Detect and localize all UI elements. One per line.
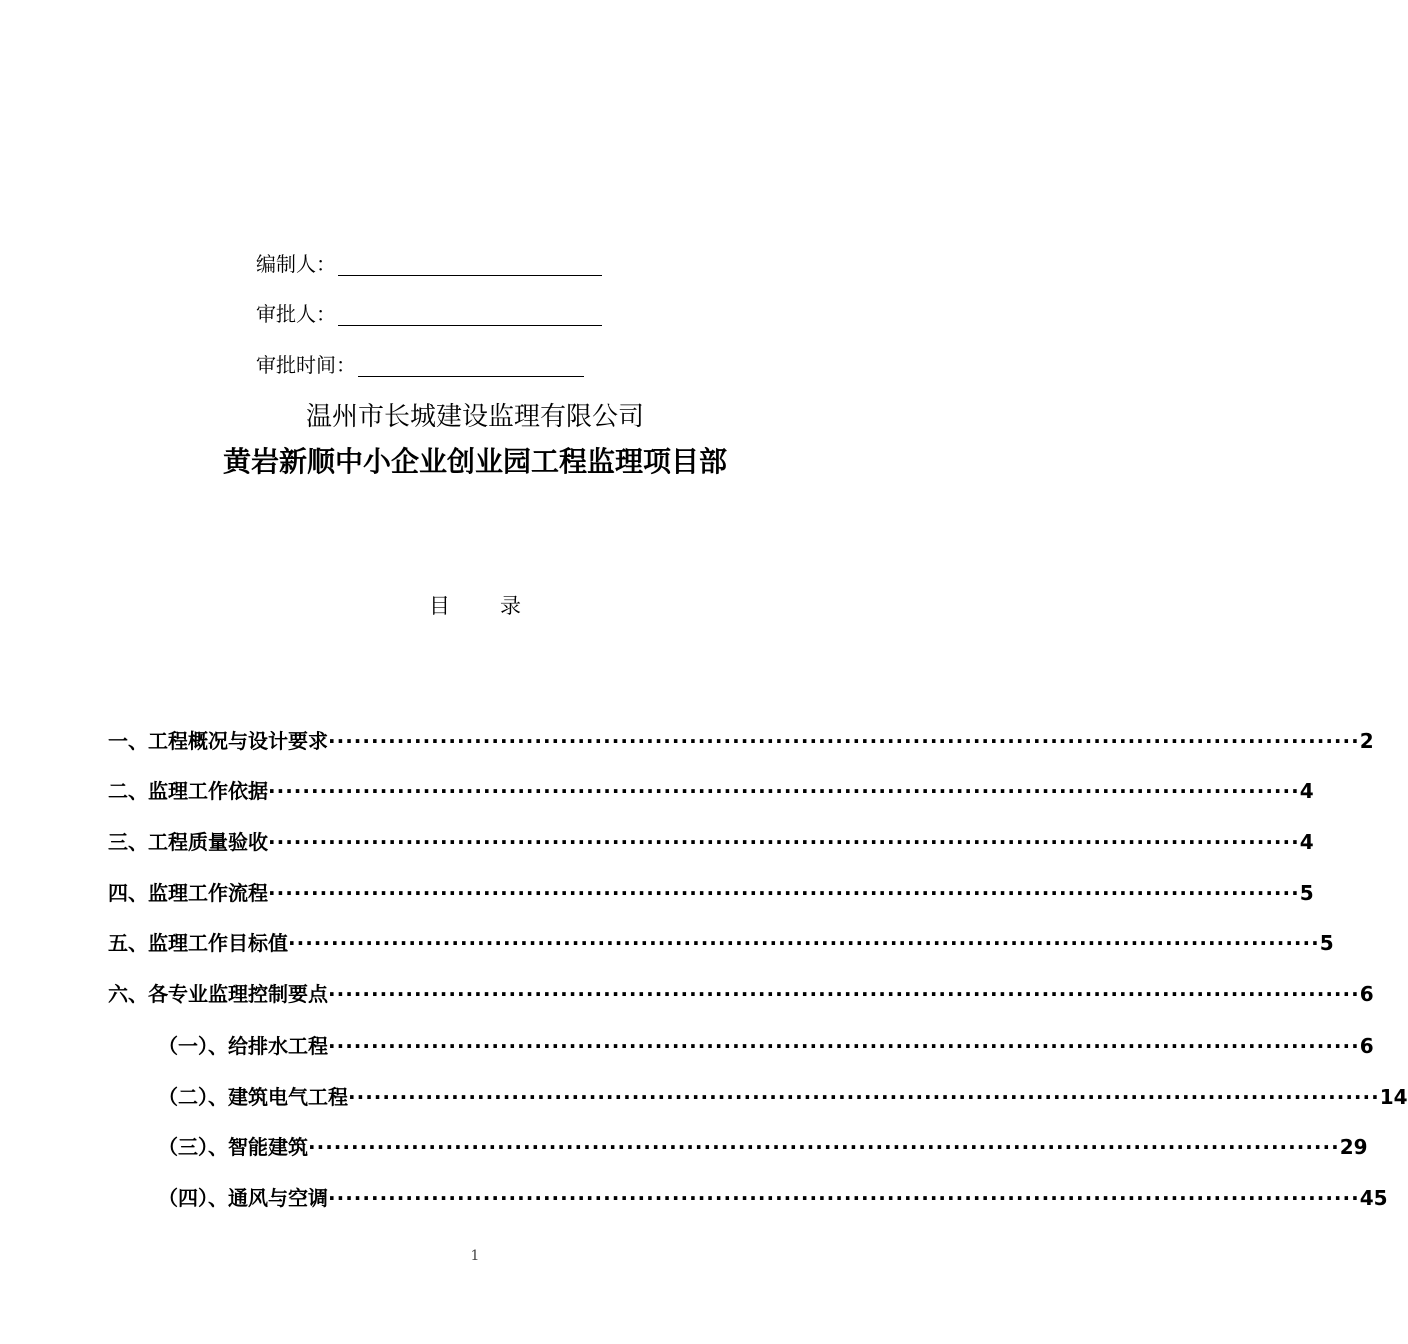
toc-entry-page: 5 bbox=[1299, 881, 1314, 905]
toc-leader-dots: ························································································································ bbox=[268, 881, 1300, 905]
toc-entry[interactable] bbox=[108, 880, 1314, 906]
compiler-row bbox=[256, 252, 602, 276]
toc-entry-label: 三、工程质量验收 bbox=[108, 830, 268, 854]
toc-entry-label: 五、监理工作目标值 bbox=[108, 931, 288, 955]
toc-entry-page: 4 bbox=[1299, 830, 1314, 854]
toc-entry[interactable] bbox=[158, 1185, 1388, 1211]
toc-leader-dots: ························································································································ bbox=[328, 729, 1360, 753]
toc-leader-dots: ························································································································ bbox=[348, 1085, 1380, 1109]
toc-entry[interactable] bbox=[108, 728, 1374, 754]
toc-entry-label: 一、工程概况与设计要求 bbox=[108, 729, 328, 753]
toc-entry-page: 4 bbox=[1299, 779, 1314, 803]
toc-title bbox=[0, 590, 950, 620]
toc-entry-page: 6 bbox=[1359, 1034, 1374, 1058]
toc-leader-dots: ························································································································ bbox=[308, 1135, 1340, 1159]
toc-title-char-2: 录 bbox=[500, 594, 521, 618]
toc-entry-page: 14 bbox=[1379, 1085, 1408, 1109]
toc-entry-label: 四、监理工作流程 bbox=[108, 881, 268, 905]
toc-leader-dots: ························································································································ bbox=[328, 982, 1360, 1006]
approver-signature-line bbox=[338, 305, 602, 326]
toc-entry[interactable] bbox=[108, 829, 1314, 855]
toc-entry[interactable] bbox=[158, 1033, 1374, 1059]
toc-entry[interactable] bbox=[108, 778, 1314, 804]
approval-time-label: 审批时间： bbox=[256, 353, 356, 377]
toc-leader-dots: ························································································································ bbox=[268, 830, 1300, 854]
toc-title-char-1: 目 bbox=[429, 594, 450, 618]
toc-entry[interactable] bbox=[108, 930, 1334, 956]
toc-entry-label: （二）、建筑电气工程 bbox=[158, 1085, 348, 1109]
approval-time-line bbox=[358, 356, 584, 377]
compiler-label: 编制人： bbox=[256, 252, 336, 276]
company-name: 温州市长城建设监理有限公司 bbox=[305, 402, 644, 432]
approver-row bbox=[256, 302, 602, 326]
toc-entry-page: 29 bbox=[1339, 1135, 1368, 1159]
toc-entry-page: 2 bbox=[1359, 729, 1374, 753]
toc-entry-label: （一）、给排水工程 bbox=[158, 1034, 328, 1058]
toc-entry-page: 5 bbox=[1319, 931, 1334, 955]
toc-entry-label: 二、监理工作依据 bbox=[108, 779, 268, 803]
toc-entry[interactable] bbox=[108, 981, 1374, 1007]
toc-entry-page: 45 bbox=[1359, 1186, 1388, 1210]
toc-entry-label: 六、各专业监理控制要点 bbox=[108, 982, 328, 1006]
toc-entry-page: 6 bbox=[1359, 982, 1374, 1006]
toc-leader-dots: ························································································································ bbox=[328, 1034, 1360, 1058]
toc-entry[interactable] bbox=[158, 1134, 1368, 1160]
compiler-signature-line bbox=[338, 255, 602, 276]
project-department: 黄岩新顺中小企业创业园工程监理项目部 bbox=[222, 445, 727, 478]
toc-leader-dots: ························································································································ bbox=[268, 779, 1300, 803]
toc-leader-dots: ························································································································ bbox=[328, 1186, 1360, 1210]
approval-time-row bbox=[256, 353, 584, 377]
toc-entry-label: （四）、通风与空调 bbox=[158, 1186, 328, 1210]
toc-entry-label: （三）、智能建筑 bbox=[158, 1135, 308, 1159]
page-number: 1 bbox=[470, 1248, 480, 1264]
toc-entry[interactable] bbox=[158, 1084, 1408, 1110]
approver-label: 审批人： bbox=[256, 302, 336, 326]
toc-leader-dots: ························································································································ bbox=[288, 931, 1320, 955]
